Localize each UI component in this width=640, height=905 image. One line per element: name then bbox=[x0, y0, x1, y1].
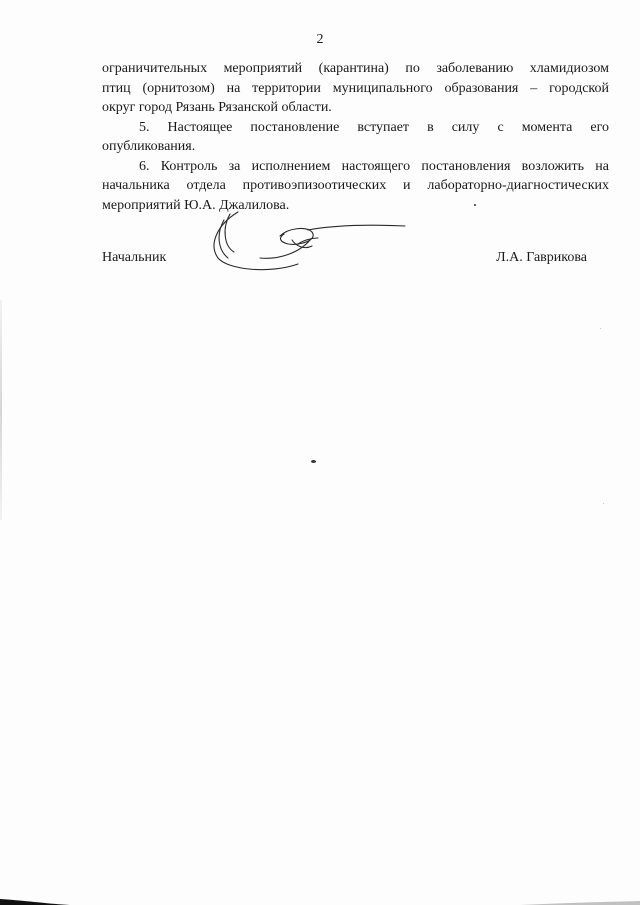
text-line: округ город Рязань Рязанской области. bbox=[102, 100, 332, 115]
paragraph-effective-date bbox=[102, 118, 609, 157]
signatory-title: Начальник bbox=[102, 250, 167, 265]
page-number: 2 bbox=[316, 32, 324, 47]
scan-edge-shadow bbox=[0, 300, 2, 520]
text-line: 6. Контроль за исполнением настоящего постановления возложить на bbox=[139, 158, 609, 174]
scan-speck bbox=[474, 204, 476, 206]
paragraph-quarantine-area bbox=[102, 59, 609, 118]
scan-speck bbox=[600, 328, 601, 329]
document-body bbox=[102, 59, 609, 215]
scan-speck bbox=[311, 460, 316, 463]
text-line: ограничительных мероприятий (карантина) по заболеванию хламидиозом bbox=[102, 61, 609, 76]
text-line: опубликования. bbox=[102, 139, 196, 154]
scan-speck bbox=[603, 503, 604, 504]
text-line: 5. Настоящее постановление вступает в силу с момента его bbox=[139, 119, 609, 135]
signatory-name: Л.А. Гаврикова bbox=[496, 250, 587, 265]
text-line: птиц (орнитозом) на территории муниципального образования – городской bbox=[102, 80, 609, 96]
text-line: мероприятий Ю.А. Джалилова. bbox=[102, 197, 290, 213]
text-line: начальника отдела противоэпизоотических и лабораторно-диагностических bbox=[102, 178, 609, 193]
scan-bottom-shadow bbox=[0, 895, 640, 905]
handwritten-signature bbox=[200, 200, 420, 280]
